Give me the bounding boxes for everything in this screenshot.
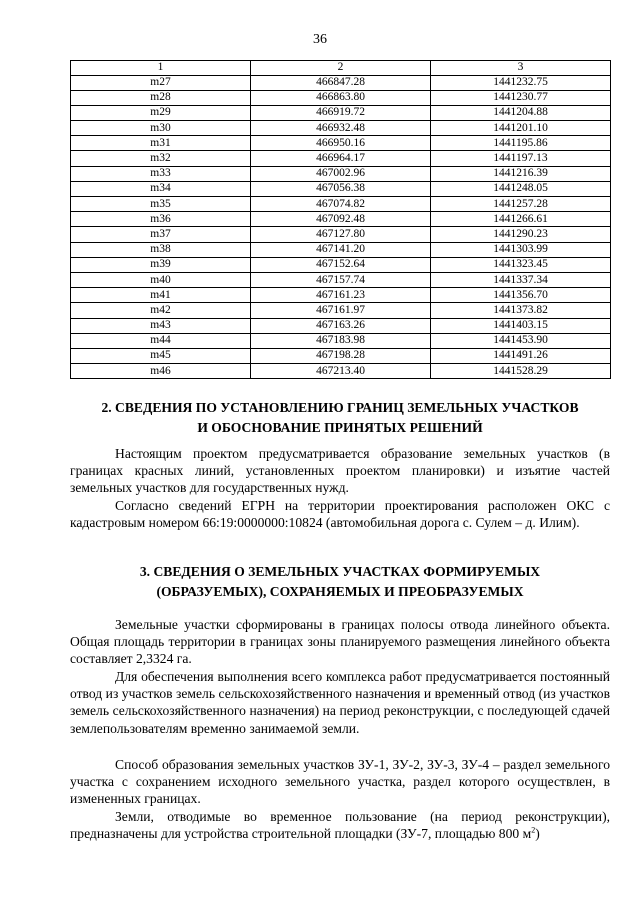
point-name-cell: m37 <box>71 227 251 242</box>
table-row <box>71 75 611 90</box>
section-2-paragraph-2: Согласно сведений ЕГРН на территории проектирования расположен ОКС с кадастровым номером 66:19:0000000:10824 (автомобильная дорога с. Сулем – д. Илим). <box>70 498 610 531</box>
y-coordinate-cell: 1441232.75 <box>431 75 611 90</box>
x-coordinate-cell: 467163.26 <box>251 318 431 333</box>
point-name-cell: m46 <box>71 364 251 379</box>
y-coordinate-cell: 1441491.26 <box>431 348 611 363</box>
x-coordinate-cell: 466847.28 <box>251 75 431 90</box>
y-coordinate-cell: 1441230.77 <box>431 90 611 105</box>
y-coordinate-cell: 1441290.23 <box>431 227 611 242</box>
x-coordinate-cell: 466863.80 <box>251 90 431 105</box>
table-header-row <box>71 61 611 76</box>
x-coordinate-cell: 467183.98 <box>251 333 431 348</box>
table-row <box>71 197 611 212</box>
table-row <box>71 303 611 318</box>
y-coordinate-cell: 1441403.15 <box>431 318 611 333</box>
x-coordinate-cell: 466932.48 <box>251 121 431 136</box>
y-coordinate-cell: 1441201.10 <box>431 121 611 136</box>
table-row <box>71 364 611 379</box>
y-coordinate-cell: 1441453.90 <box>431 333 611 348</box>
y-coordinate-cell: 1441373.82 <box>431 303 611 318</box>
point-name-cell: m32 <box>71 151 251 166</box>
section-3-title-line-1: 3. СВЕДЕНИЯ О ЗЕМЕЛЬНЫХ УЧАСТКАХ ФОРМИРУЕМЫХ <box>139 564 541 579</box>
point-name-cell: m39 <box>71 257 251 272</box>
x-coordinate-cell: 467141.20 <box>251 242 431 257</box>
section-2-paragraph-1: Настоящим проектом предусматривается образование земельных участков (в границах красных линий, установленных проектом планировки) и изъятие частей земельных участков для государственных нужд. <box>70 446 610 496</box>
x-coordinate-cell: 467127.80 <box>251 227 431 242</box>
section-3-paragraph-2: Для обеспечения выполнения всего комплекса работ предусматривается постоянный отвод из участков земель сельскохозяйственного назначения и временный отвод (из участков земель сельскохозяйственного назначения) на период реконструкции, с последующей сдачей землепользователям временно занимаемой земли. <box>70 669 610 736</box>
point-name-cell: m30 <box>71 121 251 136</box>
table-row <box>71 272 611 287</box>
table-row <box>71 136 611 151</box>
point-name-cell: m35 <box>71 197 251 212</box>
section-2-title-line-1: 2. СВЕДЕНИЯ ПО УСТАНОВЛЕНИЮ ГРАНИЦ ЗЕМЕЛЬНЫХ УЧАСТКОВ <box>101 400 579 415</box>
y-coordinate-cell: 1441216.39 <box>431 166 611 181</box>
y-coordinate-cell: 1441323.45 <box>431 257 611 272</box>
table-row <box>71 90 611 105</box>
superscript-2: 2 <box>531 825 536 835</box>
point-name-cell: m36 <box>71 212 251 227</box>
x-coordinate-cell: 467213.40 <box>251 364 431 379</box>
x-coordinate-cell: 467157.74 <box>251 272 431 287</box>
column-header: 1 <box>71 61 251 76</box>
point-name-cell: m43 <box>71 318 251 333</box>
x-coordinate-cell: 467002.96 <box>251 166 431 181</box>
point-name-cell: m29 <box>71 105 251 120</box>
y-coordinate-cell: 1441337.34 <box>431 272 611 287</box>
y-coordinate-cell: 1441257.28 <box>431 197 611 212</box>
y-coordinate-cell: 1441197.13 <box>431 151 611 166</box>
point-name-cell: m40 <box>71 272 251 287</box>
section-3-paragraph-4 <box>70 808 610 842</box>
point-name-cell: m42 <box>71 303 251 318</box>
table-row <box>71 318 611 333</box>
point-name-cell: m41 <box>71 288 251 303</box>
y-coordinate-cell: 1441266.61 <box>431 212 611 227</box>
point-name-cell: m34 <box>71 181 251 196</box>
point-name-cell: m28 <box>71 90 251 105</box>
table-row <box>71 242 611 257</box>
table-row <box>71 121 611 136</box>
point-name-cell: m45 <box>71 348 251 363</box>
x-coordinate-cell: 467198.28 <box>251 348 431 363</box>
section-3-paragraph-3: Способ образования земельных участков ЗУ-1, ЗУ-2, ЗУ-3, ЗУ-4 – раздел земельного участка с сохранением исходного земельного участка, раздел которого осуществлен, в измененных границах. <box>70 757 610 807</box>
table-row <box>71 151 611 166</box>
table-row <box>71 166 611 181</box>
page-number: 36 <box>313 32 327 47</box>
y-coordinate-cell: 1441204.88 <box>431 105 611 120</box>
table-row <box>71 288 611 303</box>
x-coordinate-cell: 466950.16 <box>251 136 431 151</box>
section-3-paragraph-1: Земельные участки сформированы в границах полосы отвода линейного объекта. Общая площадь территории в границах зоны планируемого размещения линейного объекта составляет 2,3324 га. <box>70 617 610 667</box>
table-row <box>71 212 611 227</box>
section-3-title <box>70 562 610 602</box>
table-row <box>71 257 611 272</box>
coordinates-table <box>70 60 611 379</box>
point-name-cell: m44 <box>71 333 251 348</box>
y-coordinate-cell: 1441303.99 <box>431 242 611 257</box>
point-name-cell: m33 <box>71 166 251 181</box>
section-3-paragraph-4-text: Земли, отводимые во временное пользование (на период реконструкции), предназначены для устройства строительной площадки (ЗУ-7, площадью 800 м <box>70 809 610 842</box>
section-3-paragraph-4-end: ) <box>535 826 540 842</box>
x-coordinate-cell: 466919.72 <box>251 105 431 120</box>
x-coordinate-cell: 466964.17 <box>251 151 431 166</box>
x-coordinate-cell: 467074.82 <box>251 197 431 212</box>
y-coordinate-cell: 1441356.70 <box>431 288 611 303</box>
table-body <box>71 75 611 379</box>
column-header: 3 <box>431 61 611 76</box>
section-2-title <box>70 398 610 438</box>
section-2-title-line-2: И ОБОСНОВАНИЕ ПРИНЯТЫХ РЕШЕНИЙ <box>197 420 483 435</box>
table-row <box>71 333 611 348</box>
y-coordinate-cell: 1441248.05 <box>431 181 611 196</box>
section-3-title-line-2: (ОБРАЗУЕМЫХ), СОХРАНЯЕМЫХ И ПРЕОБРАЗУЕМЫХ <box>156 584 524 599</box>
x-coordinate-cell: 467092.48 <box>251 212 431 227</box>
x-coordinate-cell: 467161.23 <box>251 288 431 303</box>
x-coordinate-cell: 467161.97 <box>251 303 431 318</box>
point-name-cell: m38 <box>71 242 251 257</box>
point-name-cell: m31 <box>71 136 251 151</box>
column-header: 2 <box>251 61 431 76</box>
table-row <box>71 348 611 363</box>
y-coordinate-cell: 1441528.29 <box>431 364 611 379</box>
x-coordinate-cell: 467056.38 <box>251 181 431 196</box>
table-row <box>71 105 611 120</box>
table-row <box>71 181 611 196</box>
y-coordinate-cell: 1441195.86 <box>431 136 611 151</box>
x-coordinate-cell: 467152.64 <box>251 257 431 272</box>
table-row <box>71 227 611 242</box>
point-name-cell: m27 <box>71 75 251 90</box>
